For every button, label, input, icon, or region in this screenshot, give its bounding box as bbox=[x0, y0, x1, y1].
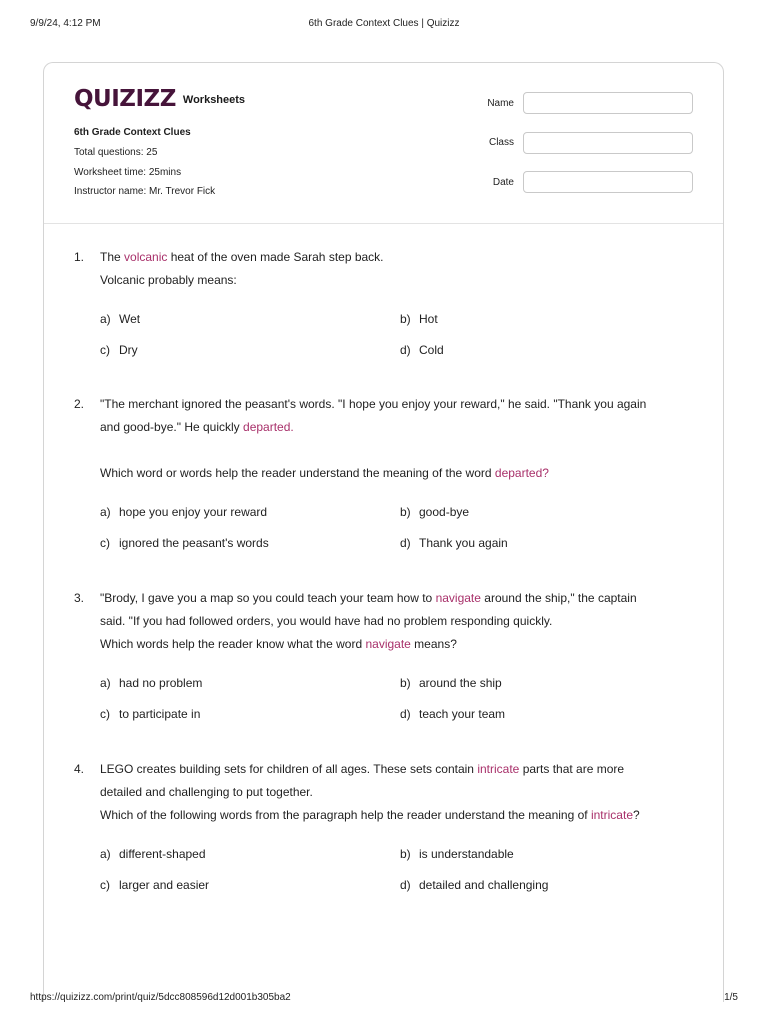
question-number: 3. bbox=[74, 591, 85, 605]
answer-options bbox=[100, 843, 704, 905]
option-text: Thank you again bbox=[419, 536, 508, 550]
highlighted-word: intricate bbox=[590, 808, 633, 822]
question-stem bbox=[100, 758, 704, 827]
print-title: 6th Grade Context Clues | Quizizz bbox=[308, 18, 460, 29]
stem-line bbox=[100, 758, 704, 781]
option-b[interactable] bbox=[400, 672, 502, 695]
option-text: Cold bbox=[419, 343, 444, 357]
option-letter: d) bbox=[400, 707, 411, 721]
stem-line: Volcanic probably means: bbox=[100, 273, 237, 287]
stem-line bbox=[100, 633, 704, 656]
highlighted-word: departed. bbox=[243, 420, 294, 434]
option-d[interactable] bbox=[400, 339, 444, 362]
stem-text: and good-bye." He quickly bbox=[100, 420, 244, 434]
option-c[interactable] bbox=[100, 874, 209, 897]
option-text: Wet bbox=[119, 312, 141, 326]
stem-text: Which of the following words from the paragraph help the reader understand the meaning of bbox=[100, 808, 591, 822]
option-letter: c) bbox=[100, 878, 110, 892]
option-d[interactable] bbox=[400, 874, 548, 897]
option-text: is understandable bbox=[419, 847, 514, 861]
stem-line: "The merchant ignored the peasant's words. "I hope you enjoy your reward," he said. "Thank you again bbox=[100, 397, 647, 411]
option-a[interactable] bbox=[100, 843, 206, 866]
page-number: 1/5 bbox=[724, 992, 738, 1003]
stem-text: Which words help the reader know what the word bbox=[100, 637, 366, 651]
option-text: good-bye bbox=[419, 505, 470, 519]
stem-text: around the ship," the captain bbox=[480, 591, 637, 605]
option-text: to participate in bbox=[119, 707, 201, 721]
stem-text: heat of the oven made Sarah step back. bbox=[167, 250, 384, 264]
logo-wordmark: QUIZIZZ bbox=[74, 86, 176, 112]
stem-line bbox=[100, 246, 704, 269]
worksheet-sheet bbox=[43, 62, 724, 1002]
print-date: 9/9/24, 4:12 PM bbox=[30, 18, 101, 29]
print-footer bbox=[30, 992, 738, 1006]
question-number: 2. bbox=[74, 397, 85, 411]
class-label: Class bbox=[488, 137, 514, 148]
option-letter: a) bbox=[100, 676, 111, 690]
option-letter: c) bbox=[100, 707, 110, 721]
worksheet-header bbox=[44, 63, 723, 224]
question-number: 1. bbox=[74, 250, 85, 264]
stem-line bbox=[100, 587, 704, 610]
instructor-name: Instructor name: Mr. Trevor Fick bbox=[74, 186, 216, 197]
question-number: 4. bbox=[74, 762, 85, 776]
question-stem bbox=[100, 393, 704, 485]
stem-line bbox=[100, 804, 704, 827]
option-text: hope you enjoy your reward bbox=[119, 505, 268, 519]
option-c[interactable] bbox=[100, 703, 200, 726]
stem-text: "Brody, I gave you a map so you could teach your team how to bbox=[100, 591, 436, 605]
highlighted-word: volcanic bbox=[124, 250, 168, 264]
question-2 bbox=[74, 393, 704, 563]
option-text: Dry bbox=[119, 343, 138, 357]
option-c[interactable] bbox=[100, 339, 138, 362]
option-letter: b) bbox=[400, 847, 411, 861]
option-a[interactable] bbox=[100, 501, 267, 524]
option-letter: a) bbox=[100, 312, 111, 326]
option-letter: c) bbox=[100, 536, 110, 550]
stem-text: parts that are more bbox=[519, 762, 625, 776]
option-letter: b) bbox=[400, 312, 411, 326]
highlighted-word: departed? bbox=[494, 466, 549, 480]
option-text: Hot bbox=[419, 312, 438, 326]
option-b[interactable] bbox=[400, 308, 438, 331]
date-field[interactable] bbox=[523, 171, 693, 193]
stem-line: said. "If you had followed orders, you would have had no problem responding quickly. bbox=[100, 614, 553, 628]
option-d[interactable] bbox=[400, 532, 508, 555]
stem-text: LEGO creates building sets for children of all ages. These sets contain bbox=[100, 762, 478, 776]
worksheet-time: Worksheet time: 25mins bbox=[74, 167, 182, 178]
question-1 bbox=[74, 246, 704, 370]
stem-line bbox=[100, 416, 704, 439]
option-a[interactable] bbox=[100, 308, 140, 331]
option-letter: a) bbox=[100, 505, 111, 519]
answer-options bbox=[100, 308, 704, 370]
logo-subtitle: Worksheets bbox=[182, 94, 246, 106]
print-url[interactable]: https://quizizz.com/print/quiz/5dcc808596d12d001b305ba2 bbox=[30, 992, 291, 1003]
option-d[interactable] bbox=[400, 703, 505, 726]
total-questions: Total questions: 25 bbox=[74, 147, 158, 158]
print-header bbox=[30, 18, 738, 32]
option-text: detailed and challenging bbox=[419, 878, 549, 892]
stem-text: The bbox=[100, 250, 125, 264]
option-b[interactable] bbox=[400, 501, 469, 524]
question-3 bbox=[74, 587, 704, 734]
question-stem bbox=[100, 587, 704, 656]
highlighted-word: navigate bbox=[365, 637, 411, 651]
stem-line bbox=[100, 462, 704, 485]
option-letter: b) bbox=[400, 505, 411, 519]
stem-line: detailed and challenging to put together. bbox=[100, 785, 313, 799]
stem-text: means? bbox=[410, 637, 457, 651]
option-letter: c) bbox=[100, 343, 110, 357]
answer-options bbox=[100, 672, 704, 734]
date-label: Date bbox=[492, 177, 514, 188]
option-text: had no problem bbox=[119, 676, 203, 690]
option-letter: d) bbox=[400, 343, 411, 357]
option-c[interactable] bbox=[100, 532, 269, 555]
option-text: ignored the peasant's words bbox=[119, 536, 269, 550]
name-field[interactable] bbox=[523, 92, 693, 114]
option-letter: b) bbox=[400, 676, 411, 690]
option-letter: d) bbox=[400, 536, 411, 550]
option-text: teach your team bbox=[419, 707, 506, 721]
quizizz-logo bbox=[74, 83, 245, 115]
option-a[interactable] bbox=[100, 672, 202, 695]
option-text: larger and easier bbox=[119, 878, 210, 892]
stem-text: ? bbox=[633, 808, 640, 822]
highlighted-word: navigate bbox=[435, 591, 481, 605]
question-stem bbox=[100, 246, 704, 292]
worksheet-title: 6th Grade Context Clues bbox=[74, 127, 191, 138]
option-letter: a) bbox=[100, 847, 111, 861]
stem-text: Which word or words help the reader understand the meaning of the word bbox=[100, 466, 495, 480]
answer-options bbox=[100, 501, 704, 563]
option-letter: d) bbox=[400, 878, 411, 892]
highlighted-word: intricate bbox=[477, 762, 520, 776]
option-text: different-shaped bbox=[119, 847, 206, 861]
class-field[interactable] bbox=[523, 132, 693, 154]
name-label: Name bbox=[487, 98, 514, 109]
option-b[interactable] bbox=[400, 843, 514, 866]
option-text: around the ship bbox=[419, 676, 502, 690]
question-4 bbox=[74, 758, 704, 905]
